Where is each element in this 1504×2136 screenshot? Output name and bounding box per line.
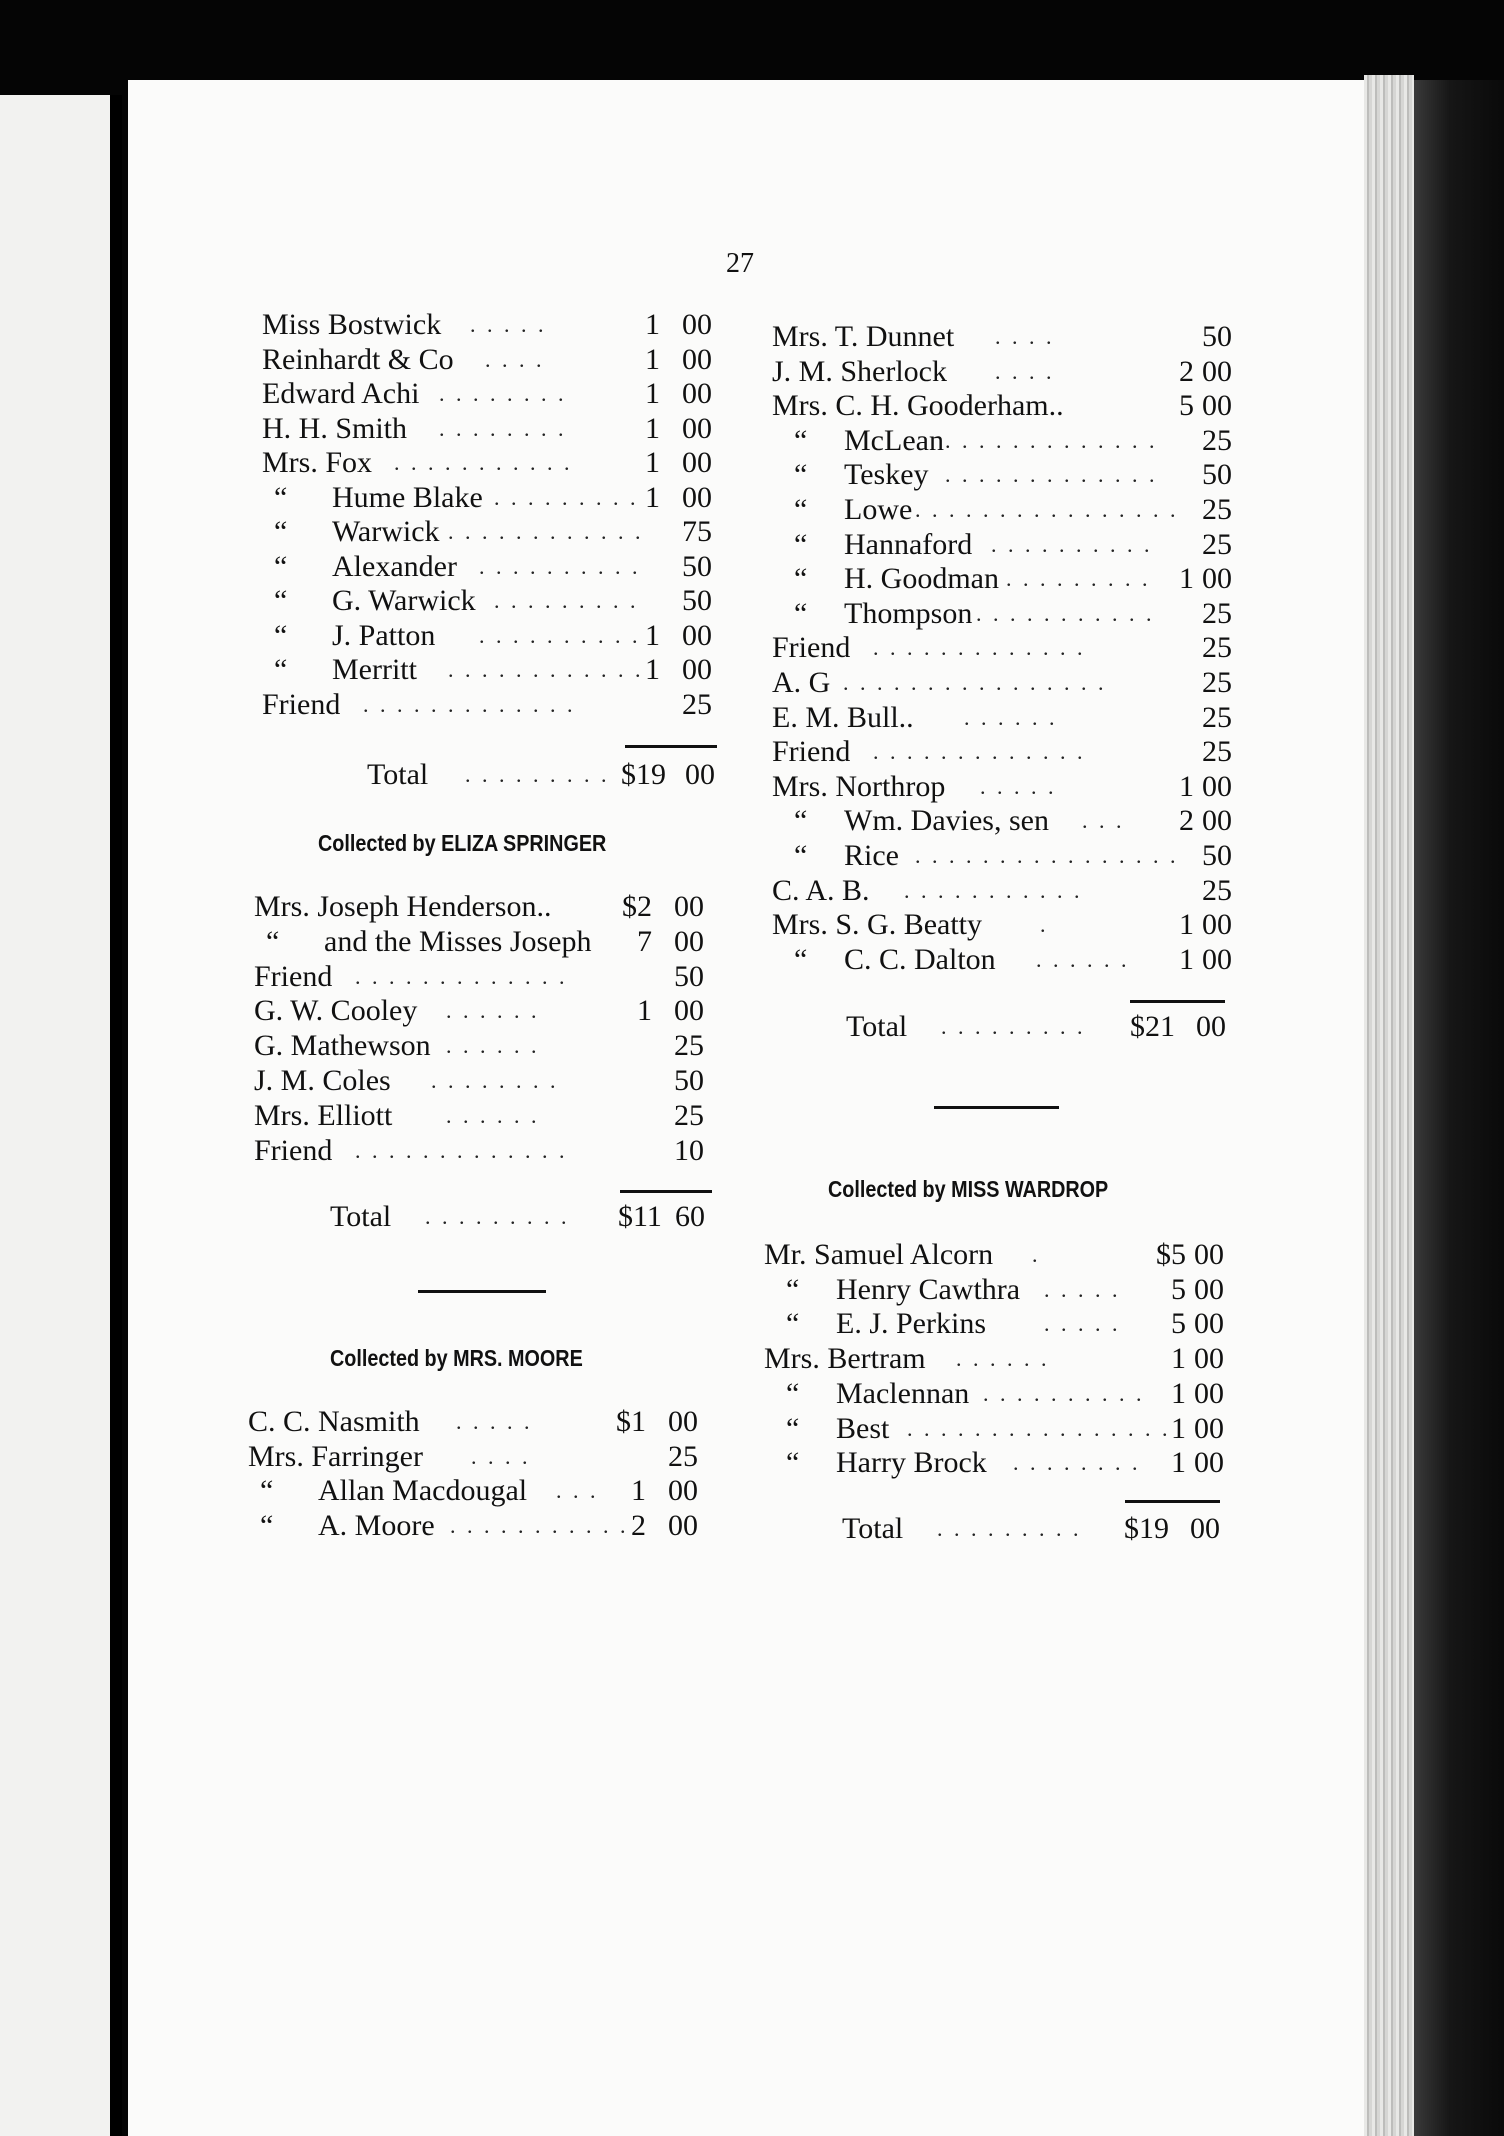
leader-dots: . . . . . . . . . . . . .	[363, 691, 576, 717]
amount-dollars: 1	[1179, 769, 1194, 803]
left-total-rule-1	[625, 745, 717, 748]
leader-dots: . . . . . . . . . . . .	[448, 657, 644, 682]
leader-dots: . . . . . . . . . . . . . . . .	[915, 497, 1179, 522]
leader-dots: . . . . . . . . . . . . .	[873, 739, 1086, 765]
leader-dots: . . . . . . . . .	[937, 1516, 1082, 1541]
ditto-mark: “	[794, 423, 808, 457]
subscriber-row	[772, 839, 1242, 873]
subscriber-name: Mrs. Bertram	[764, 1342, 926, 1376]
leader-dots: . . . . . .	[956, 1346, 1050, 1372]
subscriber-name: Mrs. S. G. Beatty	[772, 908, 982, 942]
leader-dots: . . . . . . . .	[439, 415, 567, 441]
ditto-mark: “	[274, 515, 288, 548]
subscriber-row	[772, 493, 1242, 527]
amount-cents: 00	[682, 342, 712, 376]
amount-dollars: 1	[645, 342, 660, 376]
amount-cents: 50	[1202, 320, 1232, 353]
amount-cents: 50	[1202, 839, 1232, 872]
amount-cents: 25	[1202, 596, 1232, 630]
subscriber-row	[262, 550, 732, 584]
leader-dots: . . . . . . . . .	[1006, 566, 1151, 592]
ditto-mark: “	[794, 493, 808, 526]
left-heading-mrs-moore: Collected by MRS. MOORE	[330, 1345, 583, 1371]
amount-dollars: 1	[645, 618, 660, 652]
amount-cents: 25	[1202, 527, 1232, 561]
ditto-mark: “	[786, 1411, 800, 1445]
amount-cents: 25	[1202, 735, 1232, 769]
ditto-mark: “	[274, 584, 288, 617]
left-total-rule-2	[620, 1190, 712, 1193]
leader-dots: . . . . . . . . . . . . .	[355, 1137, 568, 1163]
subscriber-row	[764, 1342, 1234, 1376]
leader-dots: . . . . . . . . . . . . .	[873, 635, 1086, 661]
amount-cents: 25	[1202, 423, 1232, 457]
subscriber-row	[262, 412, 732, 446]
leader-dots: . . . .	[471, 1443, 531, 1469]
leader-dots: . . . . . . . . . . .	[976, 600, 1155, 626]
amount-dollars: $5	[1156, 1238, 1186, 1271]
total-row	[330, 1200, 790, 1234]
leader-dots: . . . . . .	[1036, 946, 1130, 972]
subscriber-row	[262, 446, 732, 480]
subscriber-row	[764, 1273, 1234, 1307]
subscriber-name: Friend	[772, 631, 851, 665]
leader-dots: . . . . . . . .	[1013, 1450, 1141, 1476]
subscriber-name: E. J. Perkins	[836, 1307, 986, 1341]
leader-dots: . . . . . . . . . . . .	[448, 519, 644, 544]
subscriber-row	[248, 1474, 718, 1508]
leader-dots: . . . . .	[456, 1409, 533, 1434]
total-label: Total	[330, 1200, 392, 1233]
amount-dollars: $2	[622, 890, 652, 923]
subscriber-row	[254, 1029, 724, 1063]
right-total-rule-1	[1130, 1000, 1225, 1003]
amount-cents: 00	[1202, 769, 1232, 803]
subscriber-name: Thompson	[844, 596, 973, 630]
amount-dollars: 7	[637, 924, 652, 958]
amount-dollars: $1	[616, 1405, 646, 1438]
subscriber-name: Maclennan	[836, 1376, 970, 1410]
left-heading-eliza-springer: Collected by ELIZA SPRINGER	[318, 830, 607, 856]
subscriber-row	[262, 653, 732, 687]
ditto-mark: “	[274, 618, 288, 652]
subscriber-name: G. Warwick	[332, 584, 476, 617]
leader-dots: . . .	[1082, 808, 1125, 834]
amount-cents: 00	[682, 480, 712, 514]
amount-cents: 50	[674, 1064, 704, 1097]
amount-cents: 00	[682, 446, 712, 479]
amount-cents: 25	[668, 1439, 698, 1473]
right-section-divider	[934, 1106, 1059, 1109]
amount-dollars: 1	[1179, 908, 1194, 942]
amount-dollars: 1	[645, 653, 660, 686]
subscriber-row	[772, 389, 1242, 423]
subscriber-row	[764, 1446, 1234, 1480]
amount-cents: 50	[674, 959, 704, 993]
amount-cents: 25	[1202, 873, 1232, 907]
amount-cents: 00	[1202, 562, 1232, 596]
subscriber-name: H. H. Smith	[262, 411, 408, 445]
leader-dots: . . . . . . . . . . . . .	[945, 462, 1158, 488]
subscriber-name: J. M. Coles	[254, 1064, 391, 1097]
subscriber-name: C. C. Nasmith	[248, 1405, 420, 1438]
amount-cents: 50	[682, 584, 712, 617]
ditto-mark: “	[266, 924, 280, 958]
leader-dots: . . . . . .	[964, 704, 1058, 730]
subscriber-name: Hannaford	[844, 527, 973, 561]
ditto-mark: “	[794, 942, 808, 976]
subscriber-name: C. C. Dalton	[844, 942, 996, 976]
amount-cents: 00	[674, 890, 704, 923]
subscriber-row	[262, 619, 732, 653]
leader-dots: . . . . . .	[446, 1102, 540, 1128]
subscriber-row	[764, 1238, 1234, 1272]
right-total-rule-2	[1125, 1500, 1220, 1503]
leader-dots: .	[1040, 912, 1049, 938]
subscriber-name: Reinhardt & Co	[262, 342, 454, 376]
subscriber-row	[262, 343, 732, 377]
amount-dollars: 1	[1171, 1446, 1186, 1480]
amount-dollars: 1	[637, 994, 652, 1028]
subscriber-name: A. G	[772, 666, 831, 699]
total-cents: 00	[1196, 1010, 1226, 1043]
subscriber-row	[772, 943, 1242, 977]
leader-dots: . . . .	[485, 346, 545, 372]
leader-dots: . . . . .	[980, 773, 1057, 799]
subscriber-name: J. M. Sherlock	[772, 354, 947, 388]
previous-page-edge	[0, 95, 118, 2136]
amount-cents: 25	[674, 1029, 704, 1063]
amount-cents: 00	[1194, 1411, 1224, 1445]
subscriber-name: McLean	[844, 423, 944, 457]
subscriber-row	[772, 320, 1242, 354]
subscriber-name: Mrs. Farringer	[248, 1439, 423, 1473]
leader-dots: . . .	[556, 1478, 599, 1503]
subscriber-name: Mrs. Joseph Henderson..	[254, 890, 552, 923]
leader-dots: . . . . . . . . . . . . . . . .	[907, 1415, 1171, 1441]
total-row	[842, 1512, 1302, 1546]
ditto-mark: “	[274, 549, 288, 583]
amount-cents: 50	[682, 549, 712, 583]
leader-dots: . . . . . . . . . .	[479, 553, 641, 579]
subscriber-row	[764, 1307, 1234, 1341]
book-gutter	[110, 95, 122, 2136]
amount-cents: 75	[682, 515, 712, 548]
ditto-mark: “	[794, 596, 808, 630]
subscriber-name: Alexander	[332, 549, 457, 583]
ditto-mark: “	[794, 458, 808, 492]
subscriber-name: Merritt	[332, 653, 417, 686]
leader-dots: . . . .	[995, 324, 1055, 349]
amount-dollars: 1	[1171, 1342, 1186, 1376]
subscriber-row	[772, 701, 1242, 735]
subscriber-row	[764, 1412, 1234, 1446]
amount-cents: 00	[674, 924, 704, 958]
subscriber-row	[254, 1134, 724, 1168]
page-number: 27	[726, 248, 754, 279]
amount-dollars: 1	[631, 1474, 646, 1507]
subscriber-name: A. Moore	[318, 1508, 435, 1542]
amount-dollars: 2	[1179, 804, 1194, 838]
subscriber-row	[772, 804, 1242, 838]
amount-dollars: 1	[1171, 1411, 1186, 1445]
amount-cents: 00	[1194, 1238, 1224, 1271]
subscriber-name: Warwick	[332, 515, 440, 548]
leader-dots: . . . . . . . . . . .	[904, 877, 1083, 903]
ditto-mark: “	[786, 1446, 800, 1480]
amount-cents: 25	[674, 1098, 704, 1132]
amount-cents: 50	[1202, 458, 1232, 492]
subscriber-name: Mrs. Elliott	[254, 1098, 393, 1132]
subscriber-name: Friend	[772, 735, 851, 769]
total-label: Total	[846, 1010, 908, 1043]
left-section-divider	[418, 1290, 546, 1293]
subscriber-name: Mrs. T. Dunnet	[772, 320, 955, 353]
amount-cents: 00	[1202, 804, 1232, 838]
subscriber-name: and the Misses Joseph	[324, 924, 592, 958]
subscriber-row	[772, 528, 1242, 562]
leader-dots: . . . . . . . . .	[494, 588, 639, 613]
amount-dollars: 1	[645, 308, 660, 341]
leader-dots: . . . . . . . . . . .	[450, 1512, 629, 1538]
subscriber-name: Edward Achi	[262, 377, 420, 410]
subscriber-row	[772, 562, 1242, 596]
total-dollars: $19	[621, 758, 666, 791]
amount-dollars: 2	[631, 1508, 646, 1542]
total-dollars: $19	[1124, 1512, 1169, 1545]
subscriber-row	[254, 925, 724, 959]
amount-cents: 00	[668, 1405, 698, 1438]
amount-cents: 00	[682, 618, 712, 652]
subscriber-name: Teskey	[844, 458, 929, 492]
amount-cents: 00	[1194, 1446, 1224, 1480]
amount-dollars: 1	[645, 377, 660, 410]
amount-cents: 00	[1202, 942, 1232, 976]
leader-dots: . . . . . . . . . .	[479, 622, 641, 648]
leader-dots: . . . . . . . . .	[494, 484, 639, 510]
amount-cents: 00	[682, 308, 712, 341]
leader-dots: . . . .	[995, 358, 1055, 384]
leader-dots: . . . . . . . . .	[425, 1204, 570, 1229]
subscriber-name: C. A. B.	[772, 873, 870, 907]
subscriber-name: Mrs. C. H. Gooderham..	[772, 389, 1064, 423]
ditto-mark: “	[794, 562, 808, 596]
amount-cents: 00	[1194, 1307, 1224, 1341]
leader-dots: . . . . . . . . .	[941, 1014, 1086, 1039]
subscriber-name: E. M. Bull..	[772, 700, 914, 734]
subscriber-row	[262, 584, 732, 618]
subscriber-name: Mrs. Fox	[262, 446, 373, 479]
ditto-mark: “	[786, 1307, 800, 1341]
subscriber-row	[772, 666, 1242, 700]
amount-cents: 00	[1202, 354, 1232, 388]
amount-dollars: 1	[645, 446, 660, 479]
ditto-mark: “	[260, 1474, 274, 1507]
subscriber-row	[254, 1064, 724, 1098]
subscriber-row	[248, 1509, 718, 1543]
amount-cents: 00	[682, 377, 712, 410]
subscriber-row	[254, 960, 724, 994]
amount-dollars: 1	[645, 480, 660, 514]
amount-dollars: 1	[1179, 562, 1194, 596]
subscriber-name: Friend	[254, 959, 333, 993]
subscriber-row	[248, 1440, 718, 1474]
subscriber-row	[262, 481, 732, 515]
leader-dots: . . . . . . . . . . . . . . . .	[915, 843, 1179, 868]
subscriber-name: G. W. Cooley	[254, 994, 418, 1028]
amount-cents: 25	[1202, 666, 1232, 699]
amount-dollars: 5	[1171, 1272, 1186, 1306]
subscriber-row	[262, 515, 732, 549]
subscriber-row	[772, 770, 1242, 804]
leader-dots: . . . . .	[1044, 1311, 1121, 1337]
leader-dots: . . . . .	[1044, 1276, 1121, 1302]
amount-dollars: 1	[1171, 1376, 1186, 1410]
amount-dollars: 5	[1171, 1307, 1186, 1341]
leader-dots: . . . . . . . .	[439, 381, 567, 406]
ditto-mark: “	[274, 480, 288, 514]
subscriber-name: Friend	[262, 687, 341, 721]
amount-cents: 00	[682, 653, 712, 686]
subscriber-row	[772, 355, 1242, 389]
subscriber-name: Allan Macdougal	[318, 1474, 528, 1507]
total-dollars: $11	[618, 1200, 662, 1233]
subscriber-name: Hume Blake	[332, 480, 483, 514]
leader-dots: .	[1032, 1242, 1041, 1267]
amount-cents: 00	[1194, 1342, 1224, 1376]
amount-cents: 00	[674, 994, 704, 1028]
subscriber-name: Mr. Samuel Alcorn	[764, 1238, 994, 1271]
right-heading-miss-wardrop: Collected by MISS WARDROP	[828, 1176, 1109, 1202]
leader-dots: . . . . . . . . . .	[991, 531, 1153, 557]
ditto-mark: “	[794, 527, 808, 561]
amount-cents: 00	[1202, 389, 1232, 423]
subscriber-row	[772, 735, 1242, 769]
subscriber-name: Miss Bostwick	[262, 308, 442, 341]
total-cents: 00	[1190, 1512, 1220, 1545]
leader-dots: . . . . . . . . .	[465, 762, 610, 787]
amount-cents: 25	[1202, 493, 1232, 526]
amount-cents: 00	[1194, 1272, 1224, 1306]
amount-cents: 25	[1202, 700, 1232, 734]
subscriber-row	[254, 994, 724, 1028]
total-label: Total	[842, 1512, 904, 1545]
amount-cents: 00	[1194, 1376, 1224, 1410]
subscriber-row	[254, 1099, 724, 1133]
ditto-mark: “	[794, 804, 808, 838]
total-cents: 00	[685, 758, 715, 791]
subscriber-row	[772, 458, 1242, 492]
subscriber-row	[772, 631, 1242, 665]
amount-cents: 00	[668, 1474, 698, 1507]
ditto-mark: “	[260, 1508, 274, 1542]
ditto-mark: “	[274, 653, 288, 686]
subscriber-name: Harry Brock	[836, 1446, 987, 1480]
ditto-mark: “	[786, 1272, 800, 1306]
subscriber-name: Rice	[844, 839, 899, 872]
total-cents: 60	[675, 1200, 705, 1233]
amount-cents: 10	[674, 1133, 704, 1167]
leader-dots: . . . . . . . . . . . . .	[355, 963, 568, 989]
subscriber-name: Henry Cawthra	[836, 1272, 1021, 1306]
leader-dots: . . . . . . . . . . .	[394, 450, 573, 475]
total-label: Total	[367, 758, 429, 791]
ditto-mark: “	[794, 839, 808, 872]
amount-cents: 00	[668, 1508, 698, 1542]
subscriber-row	[262, 688, 732, 722]
subscriber-row	[772, 908, 1242, 942]
amount-dollars: 1	[1179, 942, 1194, 976]
amount-cents: 25	[1202, 631, 1232, 665]
subscriber-name: Friend	[254, 1133, 333, 1167]
leader-dots: . . . . . . . . . . . . .	[945, 427, 1158, 453]
leader-dots: . . . . . . . . . . . . . . . .	[843, 670, 1107, 695]
total-dollars: $21	[1130, 1010, 1175, 1043]
amount-dollars: 5	[1179, 389, 1194, 423]
subscriber-name: H. Goodman	[844, 562, 999, 596]
subscriber-row	[262, 308, 732, 342]
book-cover-edge	[1414, 80, 1504, 2136]
subscriber-name: Wm. Davies, sen	[844, 804, 1049, 838]
total-row	[846, 1010, 1306, 1044]
subscriber-name: Best	[836, 1411, 890, 1445]
leader-dots: . . . . . . . .	[431, 1068, 559, 1093]
subscriber-row	[772, 597, 1242, 631]
amount-dollars: 1	[645, 411, 660, 445]
page-stack-edge	[1364, 75, 1414, 2136]
subscriber-row	[772, 424, 1242, 458]
subscriber-row	[764, 1377, 1234, 1411]
subscriber-name: J. Patton	[332, 618, 436, 652]
subscriber-row	[772, 874, 1242, 908]
amount-cents: 00	[1202, 908, 1232, 942]
amount-cents: 25	[682, 687, 712, 721]
leader-dots: . . . . .	[470, 312, 547, 337]
ditto-mark: “	[786, 1376, 800, 1410]
subscriber-row	[262, 377, 732, 411]
subscriber-name: Lowe	[844, 493, 913, 526]
leader-dots: . . . . . .	[446, 998, 540, 1024]
leader-dots: . . . . . .	[446, 1033, 540, 1059]
subscriber-row	[248, 1405, 718, 1439]
total-row	[367, 758, 827, 792]
leader-dots: . . . . . . . . . .	[983, 1380, 1145, 1406]
subscriber-name: Mrs. Northrop	[772, 769, 946, 803]
amount-dollars: 2	[1179, 354, 1194, 388]
subscriber-row	[254, 890, 724, 924]
amount-cents: 00	[682, 411, 712, 445]
subscriber-name: G. Mathewson	[254, 1029, 431, 1063]
